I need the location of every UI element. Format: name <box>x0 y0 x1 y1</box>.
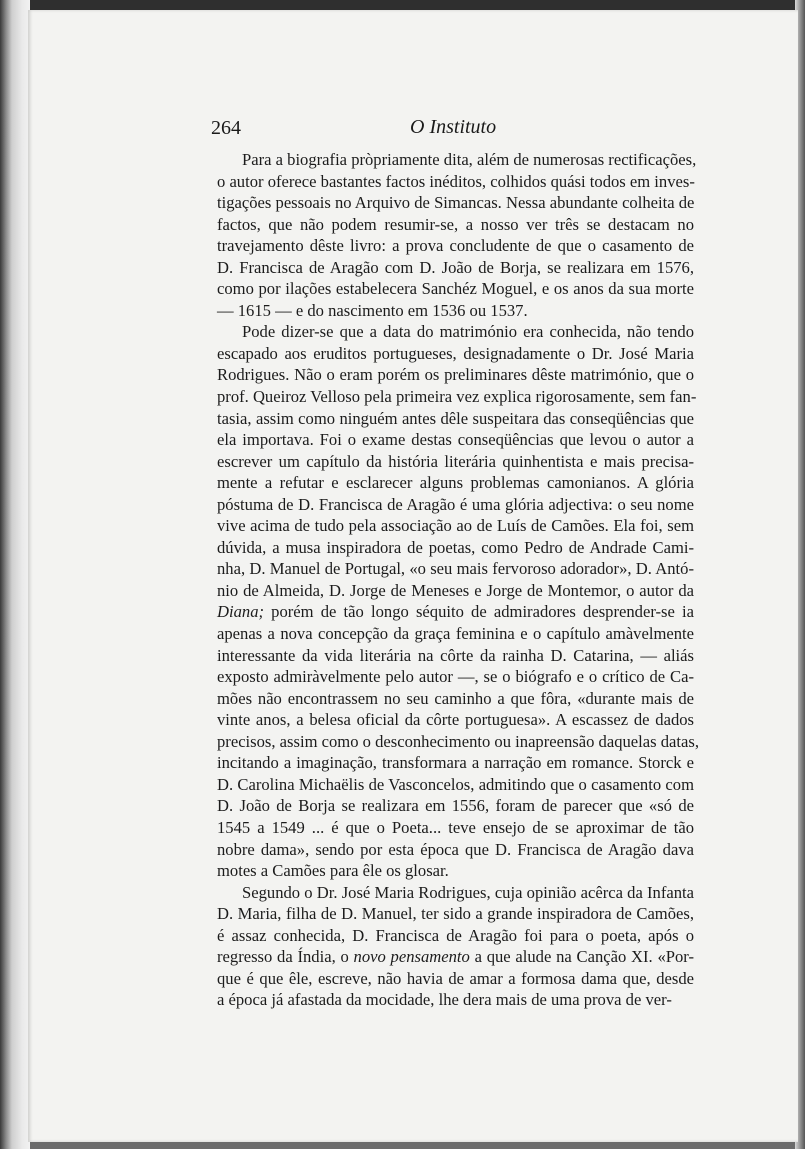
text-line: tasia, assim como ninguém antes dêle suspeitara das conseqüências que <box>217 408 694 428</box>
text-line: D. João de Borja se realizara em 1556, foram de parecer que «só de <box>217 796 694 816</box>
text-line: como por ilações estabelecera Sanchéz Moguel, e os anos da sua morte <box>217 279 694 299</box>
text-line: motes a Camões para êle os glosar. <box>217 861 449 881</box>
text-line: 1545 a 1549 ... é que o Poeta... teve ensejo de se aproximar de tão <box>217 817 694 837</box>
text-line: a época já afastada da mocidade, lhe dera mais de uma prova de ver- <box>217 990 672 1010</box>
text-line: nha, D. Manuel de Portugal, «o seu mais fervoroso adorador», D. Antó- <box>217 559 694 579</box>
text-line: escrever um capítulo da história literária quinhentista e mais precisa- <box>217 451 694 471</box>
text-line: Para a biografia pròpriamente dita, além de numerosas rectificações, <box>242 150 697 169</box>
body-text <box>217 149 699 1011</box>
text-line: mões não encontrassem no seu caminho a que fôra, «durante mais de <box>217 688 694 708</box>
text-line: nobre dama», sendo por esta época que D. Francisca de Aragão dava <box>217 839 694 859</box>
paragraph <box>217 149 697 321</box>
text-line: D. Carolina Michaëlis de Vasconcelos, admitindo que o casamento com <box>217 774 694 794</box>
scan-binding-edge <box>0 0 30 1149</box>
text-line: apenas a nova concepção da graça feminina e o capítulo amàvelmente <box>217 624 694 644</box>
text-line: tigações pessoais no Arquivo de Simancas. Nessa abundante colheita de <box>217 193 695 213</box>
text-line: ela importava. Foi o exame destas conseqüências que levou o autor a <box>217 430 694 450</box>
text-line: Segundo o Dr. José Maria Rodrigues, cuja opinião acêrca da Infanta <box>242 882 694 902</box>
text-line: Pode dizer-se que a data do matrimónio era conhecida, não tendo <box>242 322 694 342</box>
text-line: póstuma de D. Francisca de Aragão é uma glória adjectiva: o seu nome <box>217 494 694 514</box>
text-line: escapado aos eruditos portugueses, designadamente o Dr. José Maria <box>217 343 694 363</box>
text-line: travejamento dêste livro: a prova concludente de que o casamento de <box>217 236 694 256</box>
page-number: 264 <box>211 117 241 139</box>
paragraph <box>217 882 694 1011</box>
text-line: prof. Queiroz Velloso pela primeira vez explica rigorosamente, sem fan- <box>217 387 697 407</box>
text-line: exposto admiràvelmente pelo autor —, se o biógrafo e o crítico de Ca- <box>217 667 694 687</box>
text-line: dúvida, a musa inspiradora de poetas, como Pedro de Andrade Cami- <box>217 537 694 557</box>
paragraph <box>217 321 699 881</box>
text-line: — 1615 — e do nascimento em 1536 ou 1537. <box>217 300 528 320</box>
text-line: regresso da Índia, o novo pensamento a que alude na Canção XI. «Por- <box>217 947 694 967</box>
text-line: Rodrigues. Não o eram porém os preliminares dêste matrimónio, que o <box>217 365 694 385</box>
text-line: que é que êle, escreve, não havia de amar a formosa dama que, desde <box>217 968 694 988</box>
text-line: D. Francisca de Aragão com D. João de Borja, se realizara em 1576, <box>217 257 694 277</box>
text-line: Diana; porém de tão longo séquito de admiradores desprender-se ia <box>217 602 694 622</box>
text-line: o autor oferece bastantes factos inéditos, colhidos quási todos em inves- <box>217 171 695 191</box>
text-line: precisos, assim como o desconhecimento ou inapreensão daquelas datas, <box>217 731 699 751</box>
text-line: vinte anos, a belesa oficial da côrte portuguesa». A escassez de dados <box>217 710 694 730</box>
text-line: é assaz conhecida, D. Francisca de Aragão foi para o poeta, após o <box>217 925 694 945</box>
text-line: factos, que não podem resumir-se, a nosso ver três se destacam no <box>217 214 694 234</box>
text-line: D. Maria, filha de D. Manuel, ter sido a grande inspiradora de Camões, <box>217 904 694 924</box>
text-line: interessante da vida literária na côrte da rainha D. Catarina, — aliás <box>217 645 694 665</box>
text-line: mente a refutar e esclarecer alguns problemas camonianos. A glória <box>217 473 694 493</box>
text-line: incitando a imaginação, transformara a narração em romance. Storck e <box>217 753 694 773</box>
text-line: nio de Almeida, D. Jorge de Meneses e Jorge de Montemor, o autor da <box>217 580 694 600</box>
running-title: O Instituto <box>410 116 497 138</box>
text-line: vive acima de tudo pela associação ao de Luís de Camões. Ela foi, sem <box>217 516 694 536</box>
